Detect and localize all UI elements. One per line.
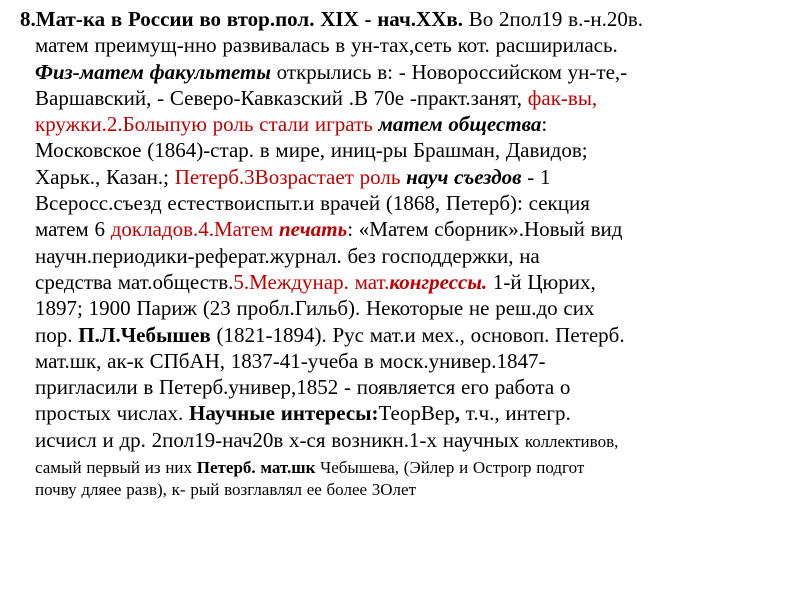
text-run: Научные интересы: (189, 401, 379, 426)
text-line (20, 111, 792, 137)
text-run: : «Матем сборник».Новый вид (347, 217, 623, 242)
text-line (20, 269, 792, 295)
text-line (20, 400, 792, 426)
text-run: пор. (35, 322, 79, 347)
text-run: Харьк., Казан.; (35, 164, 175, 189)
text-run: Чебышева, (Эйлер и Остроrр подгот (315, 458, 585, 478)
text-run: 8.Мат-ка в России во втор.пол. XIX - нач.XXв. (20, 7, 463, 31)
text-line (20, 85, 792, 111)
text-run: печать (279, 217, 348, 242)
text-run: 1-й Цюрих, (487, 269, 596, 294)
text-line (20, 427, 792, 453)
text-run: пригласили в Петерб.универ,1852 - появляется его работа о (35, 375, 571, 400)
text-line (20, 32, 792, 58)
text-line (20, 137, 792, 163)
text-line (20, 295, 792, 321)
text-run: Петерб.3Возрастает роль (174, 164, 407, 189)
text-run: ТеорВер (378, 401, 455, 426)
text-line (20, 190, 792, 216)
text-run: Физ-матем факультеты (35, 59, 271, 84)
text-line (20, 322, 792, 348)
text-run: 1897; 1900 Париж (23 пробл.Гильб). Некоторые не реш.до сих (35, 296, 595, 321)
text-run: почву дляее разв), к- рый возглавлял ее более 3Олет (35, 480, 417, 500)
lecture-text (20, 6, 792, 501)
text-run: Московское (1864)-стар. в мире, иниц-ры Брашман, Давидов; (35, 138, 588, 163)
text-run: средства мат.обществ. (35, 269, 234, 294)
text-line (20, 479, 792, 501)
text-run: матем преимущ-нно развивалась в ун-тах,сеть кот. расширилась. (35, 33, 618, 58)
text-run: (1821-1894). Рус мат.и мех., основоп. Петерб. (210, 322, 625, 347)
text-run: открылись в: - Новороссийском ун-те,- (270, 59, 628, 84)
text-line (20, 374, 792, 400)
text-run: матем общества (378, 112, 542, 137)
text-run: науч съездов (406, 164, 522, 189)
text-run: , (454, 401, 460, 426)
text-run: - 1 (521, 164, 551, 189)
text-line (20, 6, 792, 32)
text-run: 5.Междунар. мат. (233, 269, 390, 294)
text-run: простых числах. (35, 401, 190, 426)
text-run: Всеросс.съезд естествоиспыт.и врачей (1868, Петерб): секция (35, 191, 590, 216)
text-run: мат.шк, ак-к СПбАН, 1837-41-учеба в моск.универ.1847- (35, 348, 546, 373)
text-run: кружки.2.Болыпую роль стали играть (35, 112, 379, 137)
text-run: Петерб. мат.шк (196, 458, 316, 478)
text-line (20, 164, 792, 190)
text-line (20, 59, 792, 85)
text-run: коллективов, (524, 431, 619, 451)
text-run: конгрессы. (389, 269, 488, 294)
text-run: т.ч., интегр. (459, 401, 571, 426)
text-run: Варшавский, - Северо-Кавказский .В 70е -практ.занят, (35, 85, 528, 110)
text-line (20, 348, 792, 374)
text-line (20, 216, 792, 242)
text-run: матем 6 (35, 217, 111, 242)
text-run: докладов.4.Матем (110, 217, 279, 242)
text-run: П.Л.Чебышев (78, 322, 211, 347)
text-line (20, 457, 792, 479)
text-run: : (541, 112, 548, 137)
text-run: Во 2пол19 в.-н.20в. (462, 7, 643, 31)
text-line (20, 243, 792, 269)
text-run: самый первый из них (35, 458, 197, 478)
text-run: фак-вы, (527, 85, 598, 110)
text-run: научн.периодики-реферат.журнал. без господдержки, на (35, 243, 540, 268)
text-run: исчисл и др. 2пол19-нач20в х-ся возникн.1-х научных (35, 427, 525, 452)
